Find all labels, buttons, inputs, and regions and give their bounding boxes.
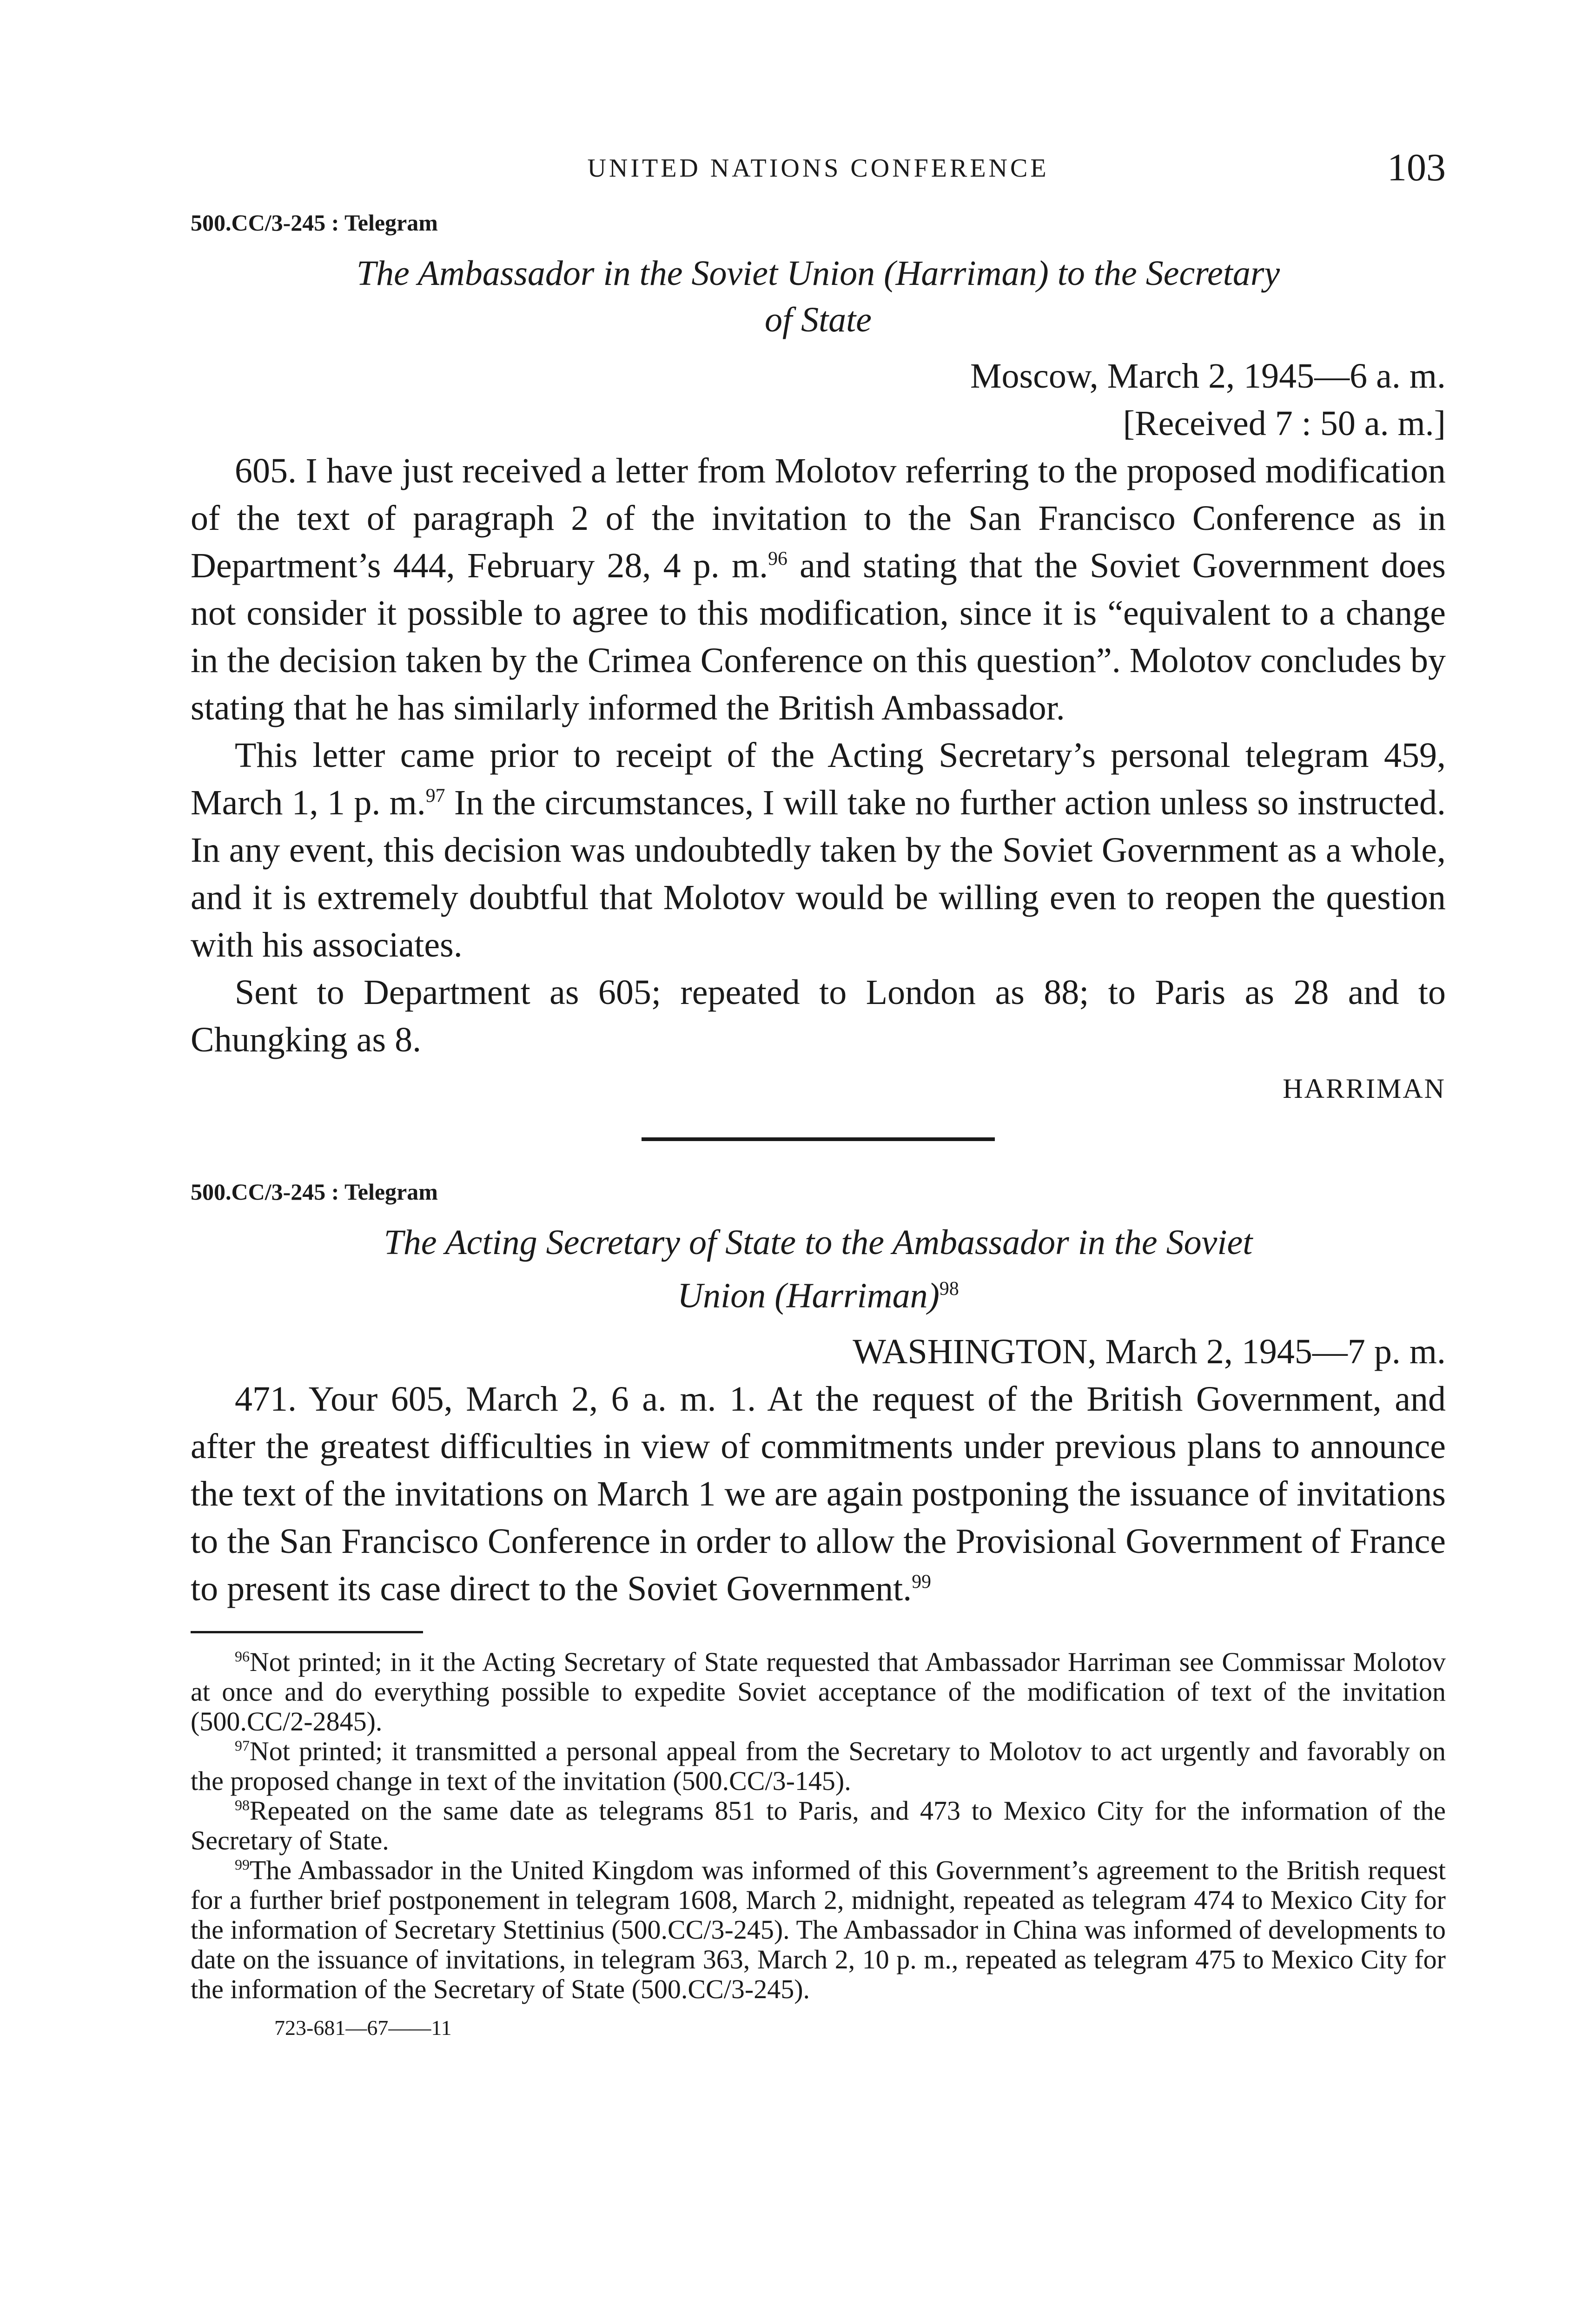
footnote-number: 99 — [235, 1857, 250, 1873]
footnote — [191, 1647, 1446, 1736]
dateline-received: [Received 7 : 50 a. m.] — [1123, 404, 1446, 443]
signature: HARRIMAN — [1283, 1073, 1446, 1104]
heading-line-1: The Ambassador in the Soviet Union (Harriman) to the Secretary — [356, 254, 1280, 293]
document-page — [191, 139, 1446, 2040]
paragraph — [191, 1375, 1446, 1612]
paragraph — [191, 447, 1446, 732]
telegram-body-1 — [191, 447, 1446, 1063]
footnote-number: 97 — [235, 1738, 250, 1754]
footnote-text: Repeated on the same date as telegrams 851 to Paris, and 473 to Mexico City for the information of the Secretary of State. — [191, 1796, 1446, 1856]
footnote-text: Not printed; it transmitted a personal appeal from the Secretary to Molotov to act urgently and favorably on the proposed change in text of the invitation (500.CC/3-145). — [191, 1736, 1446, 1796]
dateline-place-date: WASHINGTON, March 2, 1945—7 p. m. — [853, 1332, 1446, 1372]
footnote-number: 98 — [235, 1797, 250, 1814]
heading-line-1: The Acting Secretary of State to the Ambassador in the Soviet — [384, 1223, 1253, 1262]
paragraph: Sent to Department as 605; repeated to London as 88; to Paris as 28 and to Chungking as 8. — [191, 973, 1446, 1059]
file-reference-1: 500.CC/3-245 : Telegram — [191, 210, 438, 236]
dateline-place-date: Moscow, March 2, 1945—6 a. m. — [970, 357, 1446, 396]
paragraph-text: and stating that the Soviet Government does not consider it possible to agree to this modification, since it is “equivalent to a change in the decision taken by the Crimea Conference on this question”. Molotov concludes by stating that he has similarly informed the British Ambassador. — [191, 546, 1446, 727]
footnote-ref[interactable]: 98 — [939, 1278, 959, 1300]
page-header — [191, 139, 1446, 191]
footnote-text: The Ambassador in the United Kingdom was informed of this Government’s agreement to the British request for a further brief postponement in telegram 1608, March 2, midnight, repeated as telegram 474 to Mexico City for the information of Secretary Stettinius (500.CC/3-245). The Ambassador in China was informed of developments to date on the issuance of invitations, in telegram 363, March 2, 10 p. m., repeated as telegram 475 to Mexico City for the information of the Secretary of State (500.CC/3-245). — [191, 1855, 1446, 2005]
print-code: 723-681—67——11 — [274, 2016, 452, 2040]
file-reference-2: 500.CC/3-245 : Telegram — [191, 1179, 438, 1205]
dateline-1 — [191, 352, 1446, 447]
paragraph-text: 471. Your 605, March 2, 6 a. m. 1. At the request of the British Government, and after the greatest difficulties in view of commitments under previous plans to announce the text of the invitations on March 1 we are again postponing the issuance of invitations to the San Francisco Conference in order to allow the Provisional Government of France to present its case direct to the Soviet Government. — [191, 1380, 1446, 1609]
heading-text: Union (Harriman) — [677, 1276, 940, 1315]
footnote-ref[interactable]: 99 — [912, 1571, 932, 1593]
footnote — [191, 1736, 1446, 1796]
footnote-rule — [191, 1631, 423, 1633]
dateline-2 — [191, 1328, 1446, 1375]
paragraph — [191, 732, 1446, 969]
document-heading-2 — [191, 1219, 1446, 1319]
section-divider — [642, 1137, 995, 1141]
heading-line-2: of State — [764, 300, 872, 339]
telegram-body-2 — [191, 1375, 1446, 1612]
paragraph-text: This letter came prior to receipt of the Acting Secretary’s personal telegram 459, March 1, 1 p. m. — [191, 736, 1446, 822]
document-heading-1 — [191, 250, 1446, 343]
page-number: 103 — [1387, 146, 1446, 189]
paragraph-text: 605. I have just received a letter from Molotov referring to the proposed modification of the text of paragraph 2 of the invitation to the San Francisco Conference as in Department’s 444, February 28, 4 p. m. — [191, 451, 1446, 585]
paragraph-text: In the circumstances, I will take no further action unless so instructed. In any event, this decision was undoubtedly taken by the Soviet Government as a whole, and it is extremely doubtful that Molotov would be willing even to reopen the question with his associates. — [191, 783, 1446, 964]
footnote-ref[interactable]: 96 — [768, 548, 788, 570]
running-head: UNITED NATIONS CONFERENCE — [587, 154, 1049, 183]
footnotes — [191, 1647, 1446, 2004]
footnote-text: Not printed; in it the Acting Secretary of State requested that Ambassador Harriman see Commissar Molotov at once and do everything possible to expedite Soviet acceptance of the modification of text of the invitation (500.CC/2-2845). — [191, 1647, 1446, 1737]
footnote-ref[interactable]: 97 — [425, 785, 445, 807]
footnote — [191, 1796, 1446, 1855]
footnote — [191, 1855, 1446, 2004]
footnote-number: 96 — [235, 1649, 250, 1665]
heading-line-2 — [191, 1266, 1446, 1319]
